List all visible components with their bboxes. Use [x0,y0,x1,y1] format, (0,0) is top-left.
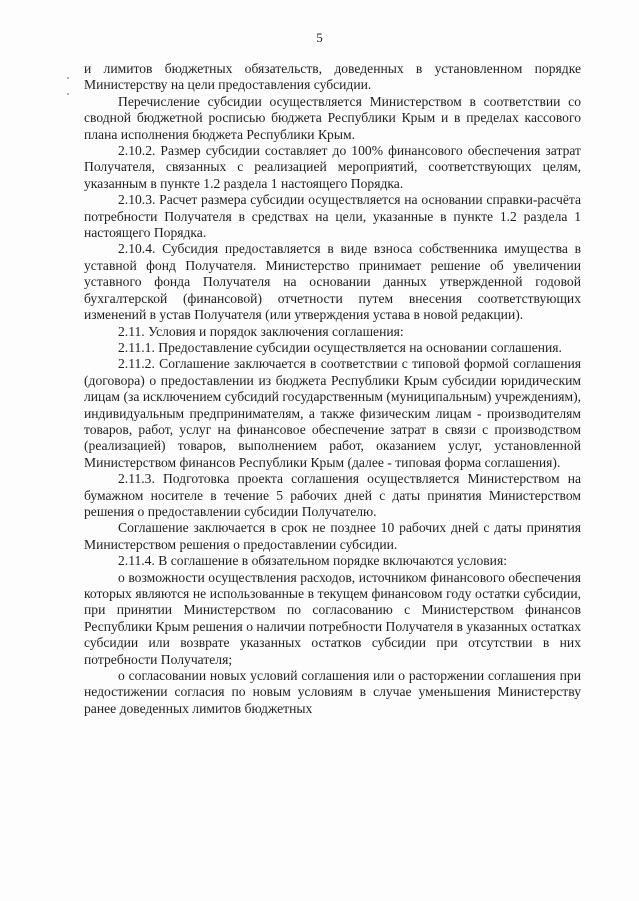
document-body [84,61,581,717]
paragraph: 2.10.3. Расчет размера субсидии осуществляется на основании справки-расчёта потребности Получателя в средствах на цели, указанные в пункте 1.2 раздела 1 настоящего Порядка. [84,192,581,241]
paragraph: 2.10.2. Размер субсидии составляет до 100% финансового обеспечения затрат Получателя, связанных с реализацией мероприятий, соответствующих целям, указанным в пункте 1.2 раздела 1 настоящего Порядка. [84,143,581,191]
paragraph: Перечисление субсидии осуществляется Министерством в соответствии со сводной бюджетной росписью бюджета Республики Крым и в пределах кассового плана исполнения бюджета Республики Крым. [84,93,581,142]
paragraph: о согласовании новых условий соглашения или о расторжении соглашения при недостижении согласия по новым условиям в случае уменьшения Министерству ранее доведенных лимитов бюджетных [84,668,581,716]
scan-speck [67,93,69,95]
paragraph: Соглашение заключается в срок не позднее 10 рабочих дней с даты принятия Министерством решения о предоставлении субсидии. [84,520,581,552]
paragraph: 2.11.4. В соглашение в обязательном порядке включаются условия: [118,553,507,569]
paragraph: 2.11.1. Предоставление субсидии осуществляется на основании соглашения. [118,339,562,355]
scan-speck [67,77,69,79]
paragraph: 2.11.2. Соглашение заключается в соответствии с типовой формой соглашения (договора) о предоставлении из бюджета Республики Крым субсидии юридическим лицам (за исключением субсидий государственным (муниципальным) учреждениям), индивидуальным предпринимателям, а также физическим лицам - производителям товаров, работ, услуг на финансовое обеспечение затрат в связи с производством (реализацией) товаров, выполнением работ, оказанием услуг, установленной Министерством финансов Республики Крым (далее - типовая форма соглашения). [84,356,581,470]
page-number: 5 [316,30,323,45]
paragraph: о возможности осуществления расходов, источником финансового обеспечения которых являются не использованные в текущем финансовом году остатки субсидии, при принятии Министерством по согласованию с Министерством финансов Республики Крым решения о наличии потребности Получателя в указанных остатках субсидии или возврате указанных остатков субсидии при отсутствии в них потребности Получателя; [84,569,581,667]
paragraph: 2.10.4. Субсидия предоставляется в виде взноса собственника имущества в уставной фонд Получателя. Министерство принимает решение об увеличении уставного фонда Получателя на основании данных утвержденной годовой бухгалтерской (финансовой) отчетности путем внесения соответствующих изменений в устав Получателя (или утверждения устава в новой редакции). [84,241,581,323]
paragraph: и лимитов бюджетных обязательств, доведенных в установленном порядке Министерству на цели предоставления субсидии. [84,61,581,93]
paragraph: 2.11. Условия и порядок заключения соглашения: [118,323,404,339]
paragraph: 2.11.3. Подготовка проекта соглашения осуществляется Министерством на бумажном носителе в течение 5 рабочих дней с даты принятия Министерством решения о предоставлении субсидии Получателю. [84,471,581,519]
